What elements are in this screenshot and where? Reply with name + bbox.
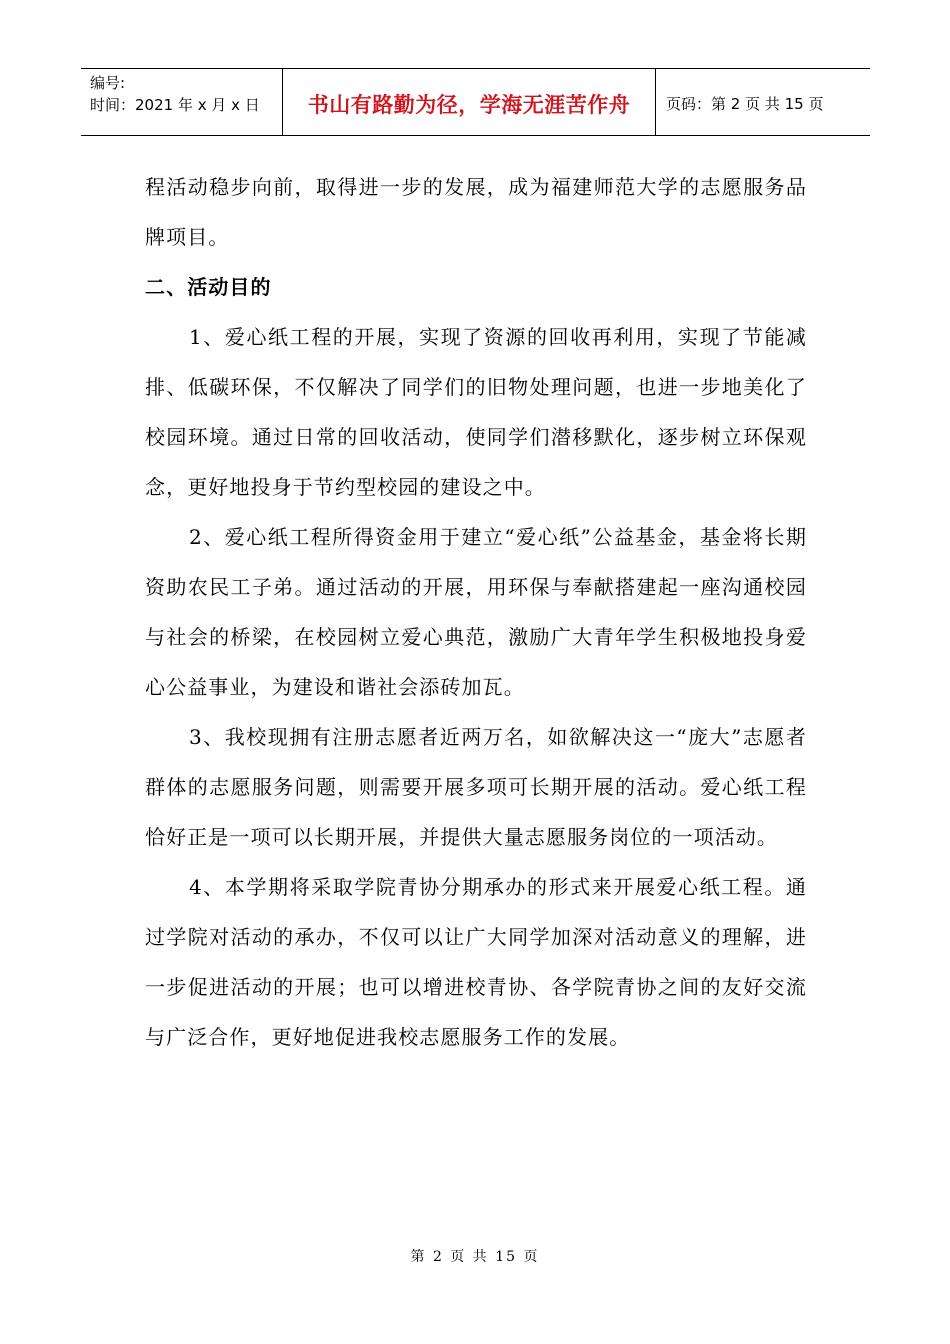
- document-body: [145, 162, 807, 1062]
- document-number-label: 编号:: [90, 74, 126, 92]
- document-header: [81, 68, 870, 136]
- header-meta: [81, 69, 282, 135]
- section-heading: 二、活动目的: [145, 275, 272, 299]
- paragraph-purpose-3: 3、我校现拥有注册志愿者近两万名，如欲解决这一“庞大”志愿者群体的志愿服务问题，则需要开展多项可长期开展的活动。爱心纸工程恰好正是一项可以长期开展，并提供大量志愿服务岗位的一项活动。: [145, 725, 807, 849]
- paragraph-purpose-4: 4、本学期将采取学院青协分期承办的形式来开展爱心纸工程。通过学院对活动的承办，不仅可以让广大同学加深对活动意义的理解，进一步促进活动的开展；也可以增进校青协、各学院青协之间的友好交流与广泛合作，更好地促进我校志愿服务工作的发展。: [145, 875, 807, 1049]
- page-footer: 第 2 页 共 15 页: [410, 1249, 540, 1265]
- paragraph-purpose-2: 2、爱心纸工程所得资金用于建立“爱心纸”公益基金，基金将长期资助农民工子弟。通过活动的开展，用环保与奉献搭建起一座沟通校园与社会的桥梁，在校园树立爱心典范，激励广大青年学生积极地投身爱心公益事业，为建设和谐社会添砖加瓦。: [145, 525, 807, 699]
- header-motto-cell: [282, 69, 656, 135]
- header-motto: 书山有路勤为径，学海无涯苦作舟: [307, 93, 631, 117]
- paragraph-purpose-1: 1、爱心纸工程的开展，实现了资源的回收再利用，实现了节能减排、低碳环保，不仅解决了同学们的旧物处理问题，也进一步地美化了校园环境。通过日常的回收活动，使同学们潜移默化，逐步树立环保观念，更好地投身于节约型校园的建设之中。: [145, 325, 807, 499]
- document-time-label: 时间：2021 年 x 月 x 日: [90, 96, 260, 114]
- header-page-info: 页码：第 2 页 共 15 页: [666, 94, 824, 113]
- paragraph-continuation: 程活动稳步向前，取得进一步的发展，成为福建师范大学的志愿服务品牌项目。: [145, 175, 807, 249]
